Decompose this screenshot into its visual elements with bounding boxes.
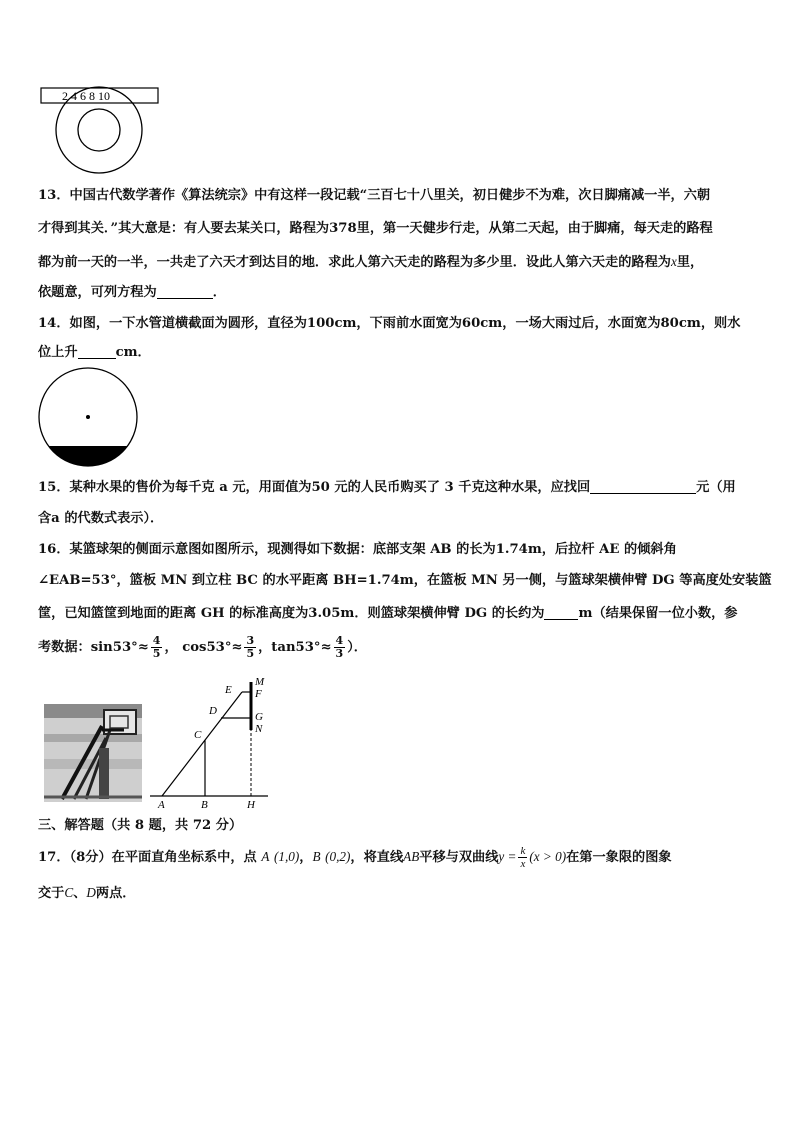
q17-line2a: 交于 — [38, 886, 65, 901]
q13-line3a: 都为前一天的一半，一共走了六天才到达目的地．求此人第六天走的路程为多少里．设此人第六天走的路程为 — [38, 255, 671, 270]
ruler-circles-figure — [38, 84, 168, 176]
q16-line3b: m（结果保留一位小数，参 — [578, 606, 738, 621]
label-A: A — [158, 799, 165, 811]
q16-ref-end: ）． — [347, 640, 367, 655]
q16-ref-tan: ，tan53°≈ — [258, 640, 332, 655]
q15-line1 — [38, 479, 760, 497]
label-M: M — [255, 676, 265, 688]
q16-line3a: 筐，已知篮筐到地面的距离 GH 的标准高度为3.05m．则篮球架横伸臂 DG 的长约为 — [38, 606, 545, 621]
q16-line2: ∠EAB=53°，篮板 MN 到立柱 BC 的水平距离 BH=1.74m，在篮板 MN 另一侧，与篮球架横伸臂 DG 等高度处安装篮 — [38, 573, 772, 588]
q16-ref-cos: ， cos53°≈ — [164, 640, 243, 655]
q13-line3 — [38, 253, 760, 272]
q15-line2: 含a 的代数式表示）． — [38, 511, 164, 526]
line-AE — [162, 692, 242, 796]
label-G: G — [255, 711, 263, 723]
q17-condition: (x > 0) — [529, 849, 567, 864]
q17-line-AB: AB — [403, 849, 420, 864]
q16-ref-sin: 考数据：sin53°≈ — [38, 640, 149, 655]
q17-tail: 在第一象限的图象 — [566, 850, 672, 865]
q17-point-B: B — [312, 849, 321, 864]
q16-answer-blank — [544, 605, 578, 620]
q17-line1 — [38, 841, 760, 873]
q16-line1: 16．某篮球架的侧面示意图如图所示，现测得如下数据：底部支架 AB 的长为1.74m，后拉杆 AE 的倾斜角 — [38, 542, 677, 557]
fraction-3-5: $\frac{3}{5}$ — [246, 634, 255, 660]
fraction-4-3: $\frac{4}{3}$ — [335, 634, 344, 660]
q14-line2 — [38, 344, 760, 362]
q15-answer-blank — [590, 479, 696, 494]
inner-circle — [78, 109, 120, 151]
q17-A-coord: (1,0) — [274, 849, 300, 864]
q17-prefix: 17．（8分）在平面直角坐标系中，点 — [38, 850, 257, 865]
q13-var: x — [671, 254, 677, 269]
basketball-stand-photo — [44, 704, 142, 802]
q17-point-D: D — [86, 885, 96, 900]
q15-line1a: 15．某种水果的售价为每千克 a 元，用面值为50 元的人民币购买了 3 千克这种水果，应找回 — [38, 480, 591, 495]
q13-line1: 13．中国古代数学著作《算法统宗》中有这样一段记载“三百七十八里关，初日健步不为难，次日脚痛减一半，六朝 — [38, 188, 711, 203]
q17-line2 — [38, 884, 760, 903]
q13-line2: 才得到其关．”其大意是：有人要去某关口，路程为378里，第一天健步行走，从第二天起，由于脚痛，每天走的路程 — [38, 221, 713, 236]
fraction-4-5-a: $\frac{4}{5}$ — [152, 634, 161, 660]
q17-sep: ， — [299, 850, 313, 865]
q17-mid2: 平移与双曲线 — [419, 850, 499, 865]
label-C: C — [194, 729, 202, 741]
label-H: H — [247, 799, 255, 811]
q13-end: ． — [212, 285, 226, 300]
q13-line3b: 里， — [676, 255, 704, 270]
q16-line3 — [38, 605, 760, 623]
ruler-ticks: 2 4 6 8 10 — [62, 89, 110, 103]
pipe-figure — [37, 366, 141, 470]
q14-answer-blank — [78, 344, 116, 359]
q14-line2b: cm． — [115, 345, 151, 360]
label-F: F — [255, 688, 262, 700]
section3-title: 三、解答题（共 8 题，共 72 分） — [38, 818, 243, 833]
q17-line2c: 两点． — [95, 886, 136, 901]
center-dot — [86, 415, 90, 419]
q14-line2a: 位上升 — [38, 345, 78, 360]
q16-line4 — [38, 634, 760, 662]
label-B: B — [201, 799, 208, 811]
q17-mid: ，将直线 — [350, 850, 404, 865]
label-D: D — [209, 705, 217, 717]
q13-line4 — [38, 284, 760, 302]
q17-point-C: C — [64, 885, 74, 900]
q14-line1: 14．如图，一下水管道横截面为圆形，直径为100cm，下雨前水面宽为60cm，一场大雨过后，水面宽为80cm，则水 — [38, 316, 741, 331]
q15-line1b: 元（用 — [696, 480, 736, 495]
q17-fraction-k-x: $\frac{k}{x}$ — [520, 845, 526, 870]
label-N: N — [255, 723, 263, 735]
q17-B-coord: (0,2) — [325, 849, 351, 864]
q13-answer-blank — [157, 284, 213, 299]
q13-line4-text: 依题意，可列方程为 — [38, 285, 157, 300]
q17-line2b: 、 — [73, 886, 87, 901]
q17-eq-y: y = — [498, 849, 517, 864]
q16-diagram — [150, 672, 272, 812]
label-E: E — [225, 684, 232, 696]
q17-point-A: A — [261, 849, 270, 864]
